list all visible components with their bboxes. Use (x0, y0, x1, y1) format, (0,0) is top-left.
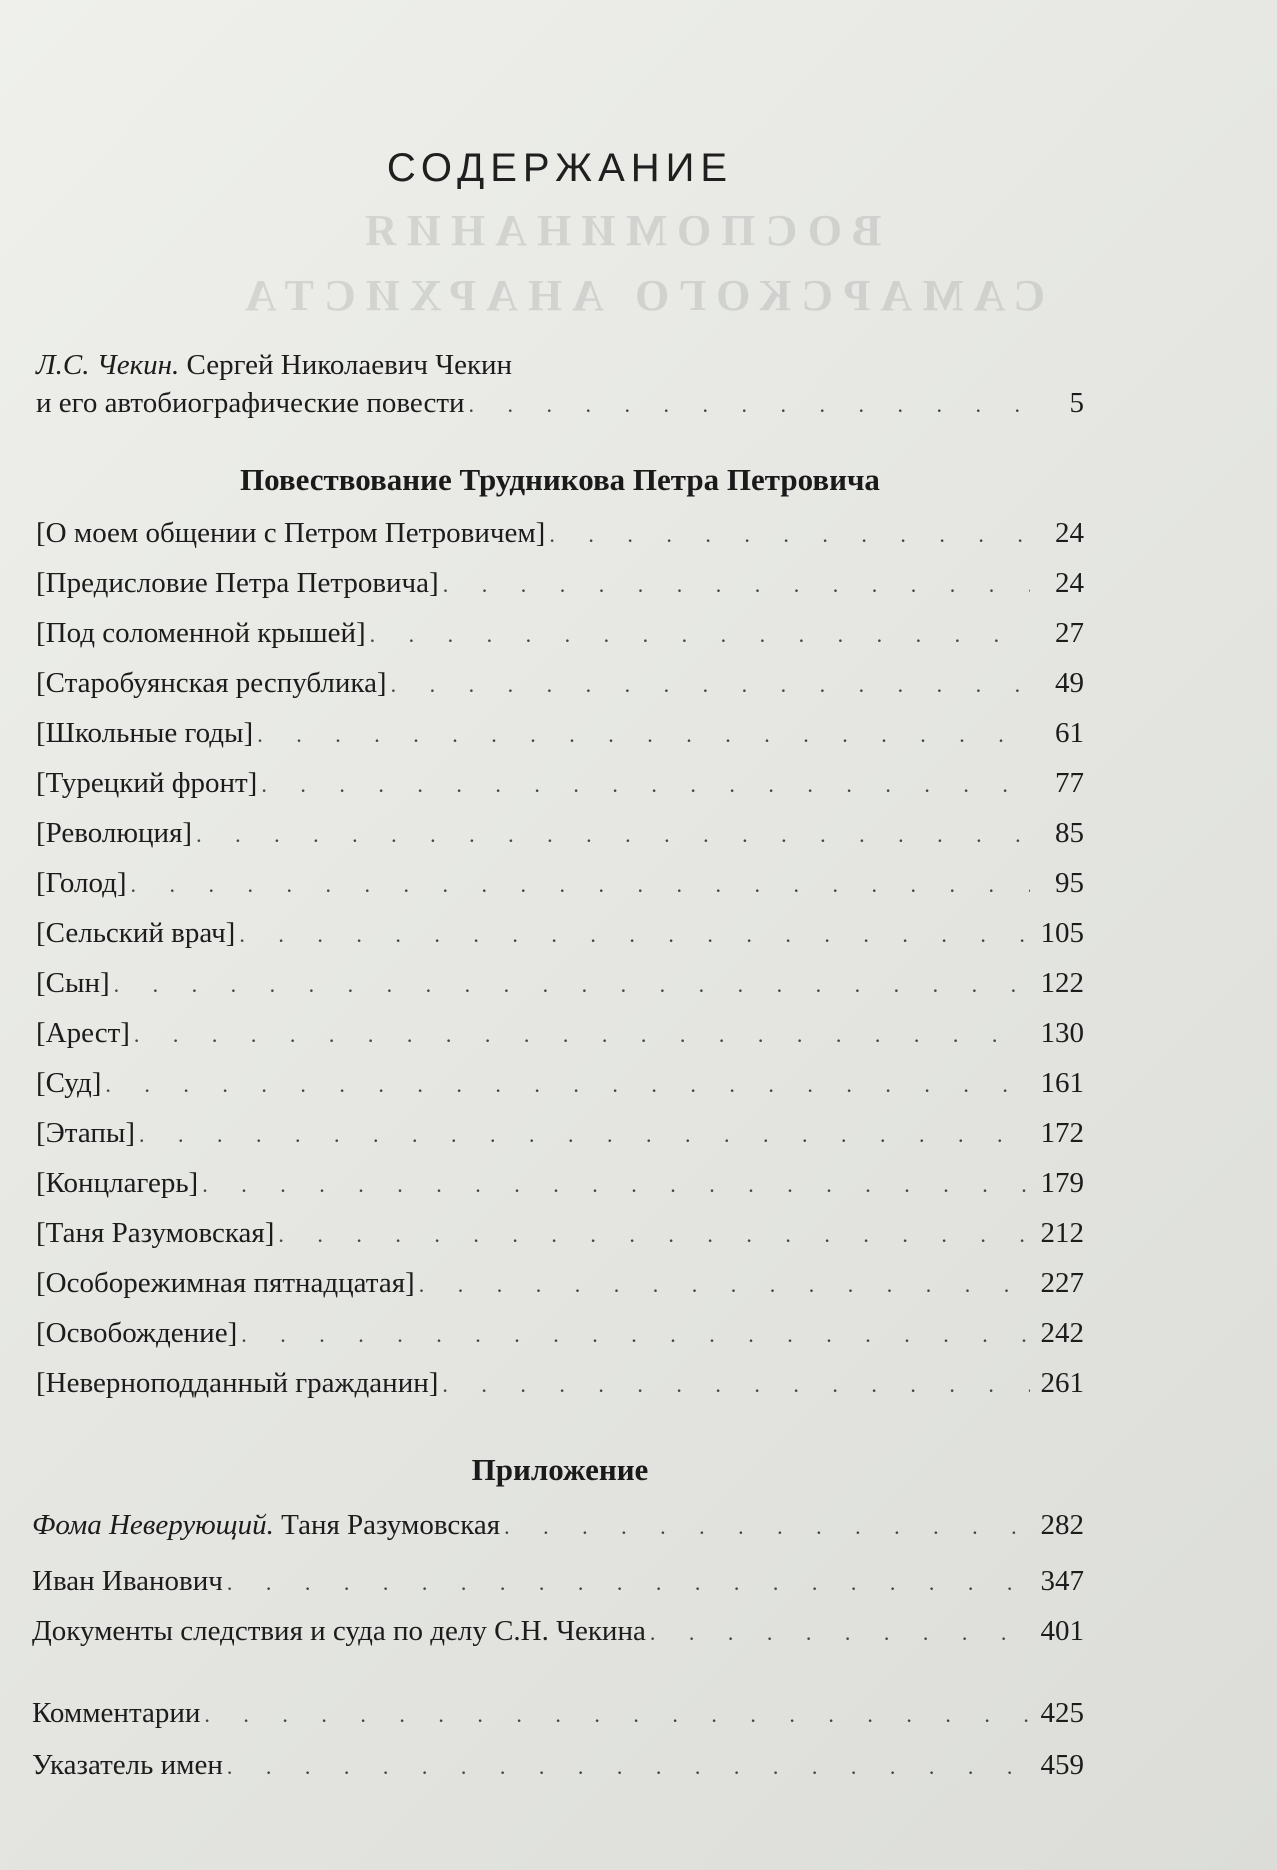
dot-leader (469, 386, 1030, 424)
dot-leader (278, 1216, 1030, 1254)
dot-leader (202, 1166, 1030, 1204)
dot-leader (227, 1748, 1030, 1786)
dot-leader (650, 1614, 1030, 1652)
toc-entry (32, 1746, 1084, 1786)
entry-title: Комментарии (32, 1697, 201, 1729)
entry-title: [Сын] (36, 967, 110, 999)
page-number: 425 (1040, 1697, 1084, 1729)
dot-leader (549, 516, 1030, 554)
entry-title: [Революция] (36, 817, 193, 849)
entry-title: [Концлагерь] (36, 1167, 199, 1199)
dot-leader (105, 1066, 1030, 1104)
intro-line-1 (36, 346, 1084, 384)
entry-title: [Голод] (36, 867, 127, 899)
bleed-through-heading-2: САМАРСКОГО АНАРХИСТА (235, 271, 1046, 320)
page-number: 27 (1055, 617, 1084, 649)
entry-title: Иван Иванович (32, 1565, 223, 1597)
dot-leader (257, 716, 1030, 754)
entry-title: [Суд] (36, 1067, 102, 1099)
entry-title: [Этапы] (36, 1117, 135, 1149)
entry-title: [Школьные годы] (36, 717, 254, 749)
toc-entry (36, 964, 1084, 1004)
toc-entry (36, 814, 1084, 854)
page-number: 242 (1040, 1317, 1084, 1349)
page-number: 5 (1069, 387, 1084, 419)
toc-entry (36, 1314, 1084, 1354)
intro-author: Л.С. Чекин. (36, 349, 180, 381)
toc-entry (36, 614, 1084, 654)
toc-entry (32, 1562, 1084, 1602)
toc-entry-intro (36, 346, 1084, 424)
toc-entry (36, 1114, 1084, 1154)
toc-entry (36, 514, 1084, 554)
toc-entry (36, 664, 1084, 704)
entry-title: [Предисловие Петра Петровича] (36, 567, 439, 599)
entry-author: Фома Неверующий. (32, 1509, 274, 1541)
toc-entry (36, 864, 1084, 904)
section-heading: Повествование Трудникова Петра Петровича (240, 462, 880, 497)
entry-title: Указатель имен (32, 1749, 223, 1781)
toc-entry (36, 914, 1084, 954)
page-number: 347 (1040, 1565, 1084, 1597)
dot-leader (443, 566, 1030, 604)
page-number: 130 (1040, 1017, 1084, 1049)
dot-leader (370, 616, 1030, 654)
entry-title: [Неверноподданный гражданин] (36, 1367, 439, 1399)
page-number: 227 (1040, 1267, 1084, 1299)
dot-leader (241, 1316, 1030, 1354)
entry-title (32, 1506, 500, 1544)
entry-title: [Таня Разумовская] (36, 1217, 275, 1249)
entry-title: [Особорежимная пятнадцатая] (36, 1267, 415, 1299)
page-number: 105 (1040, 917, 1084, 949)
toc-entry (32, 1694, 1084, 1734)
toc-entry (36, 1014, 1084, 1054)
entry-title: [О моем общении с Петром Петровичем] (36, 517, 546, 549)
dot-leader (196, 816, 1030, 854)
page-number: 179 (1040, 1167, 1084, 1199)
dot-leader (261, 766, 1030, 804)
toc-entry (32, 1612, 1084, 1652)
dot-leader (391, 666, 1030, 704)
dot-leader (239, 916, 1030, 954)
entry-title: [Освобождение] (36, 1317, 238, 1349)
page-title: СОДЕРЖАНИЕ (386, 146, 734, 190)
dot-leader (114, 966, 1030, 1004)
toc-entry (36, 1214, 1084, 1254)
page-number: 77 (1055, 767, 1084, 799)
toc-entry (36, 1064, 1084, 1104)
toc-entry (36, 1264, 1084, 1304)
page-number: 122 (1040, 967, 1084, 999)
dot-leader (419, 1266, 1030, 1304)
entry-title: [Арест] (36, 1017, 130, 1049)
entry-title: [Сельский врач] (36, 917, 236, 949)
dot-leader (204, 1696, 1030, 1734)
page-number: 95 (1055, 867, 1084, 899)
appendix-heading: Приложение (471, 1452, 649, 1487)
toc-entry (36, 1164, 1084, 1204)
dot-leader (442, 1366, 1030, 1404)
bleed-through-heading-1: ВОСПОМИНАНИЯ (355, 206, 882, 255)
entry-title: Документы следствия и суда по делу С.Н. Чекина (32, 1615, 646, 1647)
page-number: 212 (1040, 1217, 1084, 1249)
page-number: 161 (1040, 1067, 1084, 1099)
page-number: 459 (1040, 1749, 1084, 1781)
page-number: 61 (1055, 717, 1084, 749)
dot-leader (504, 1508, 1030, 1546)
entry-title: [Турецкий фронт] (36, 767, 258, 799)
page-number: 49 (1055, 667, 1084, 699)
dot-leader (131, 866, 1030, 904)
dot-leader (139, 1116, 1030, 1154)
entry-title-text: Таня Разумовская (281, 1509, 501, 1541)
page-number: 282 (1040, 1509, 1084, 1541)
entry-title: [Под соломенной крышей] (36, 617, 366, 649)
dot-leader (227, 1564, 1030, 1602)
intro-title-part-2: и его автобиографические повести (36, 387, 465, 419)
intro-title-part-1: Сергей Николаевич Чекин (186, 349, 513, 381)
toc-entry (36, 714, 1084, 754)
dot-leader (134, 1016, 1030, 1054)
intro-line-2 (36, 384, 1084, 424)
toc-entry (36, 764, 1084, 804)
toc-entry (36, 1364, 1084, 1404)
page-number: 24 (1055, 517, 1084, 549)
entry-title: [Старобуянская республика] (36, 667, 387, 699)
page-number: 261 (1040, 1367, 1084, 1399)
page-number: 401 (1040, 1615, 1084, 1647)
page-number: 24 (1055, 567, 1084, 599)
toc-entry (36, 564, 1084, 604)
page-number: 172 (1040, 1117, 1084, 1149)
toc-entry (32, 1506, 1084, 1546)
page-number: 85 (1055, 817, 1084, 849)
